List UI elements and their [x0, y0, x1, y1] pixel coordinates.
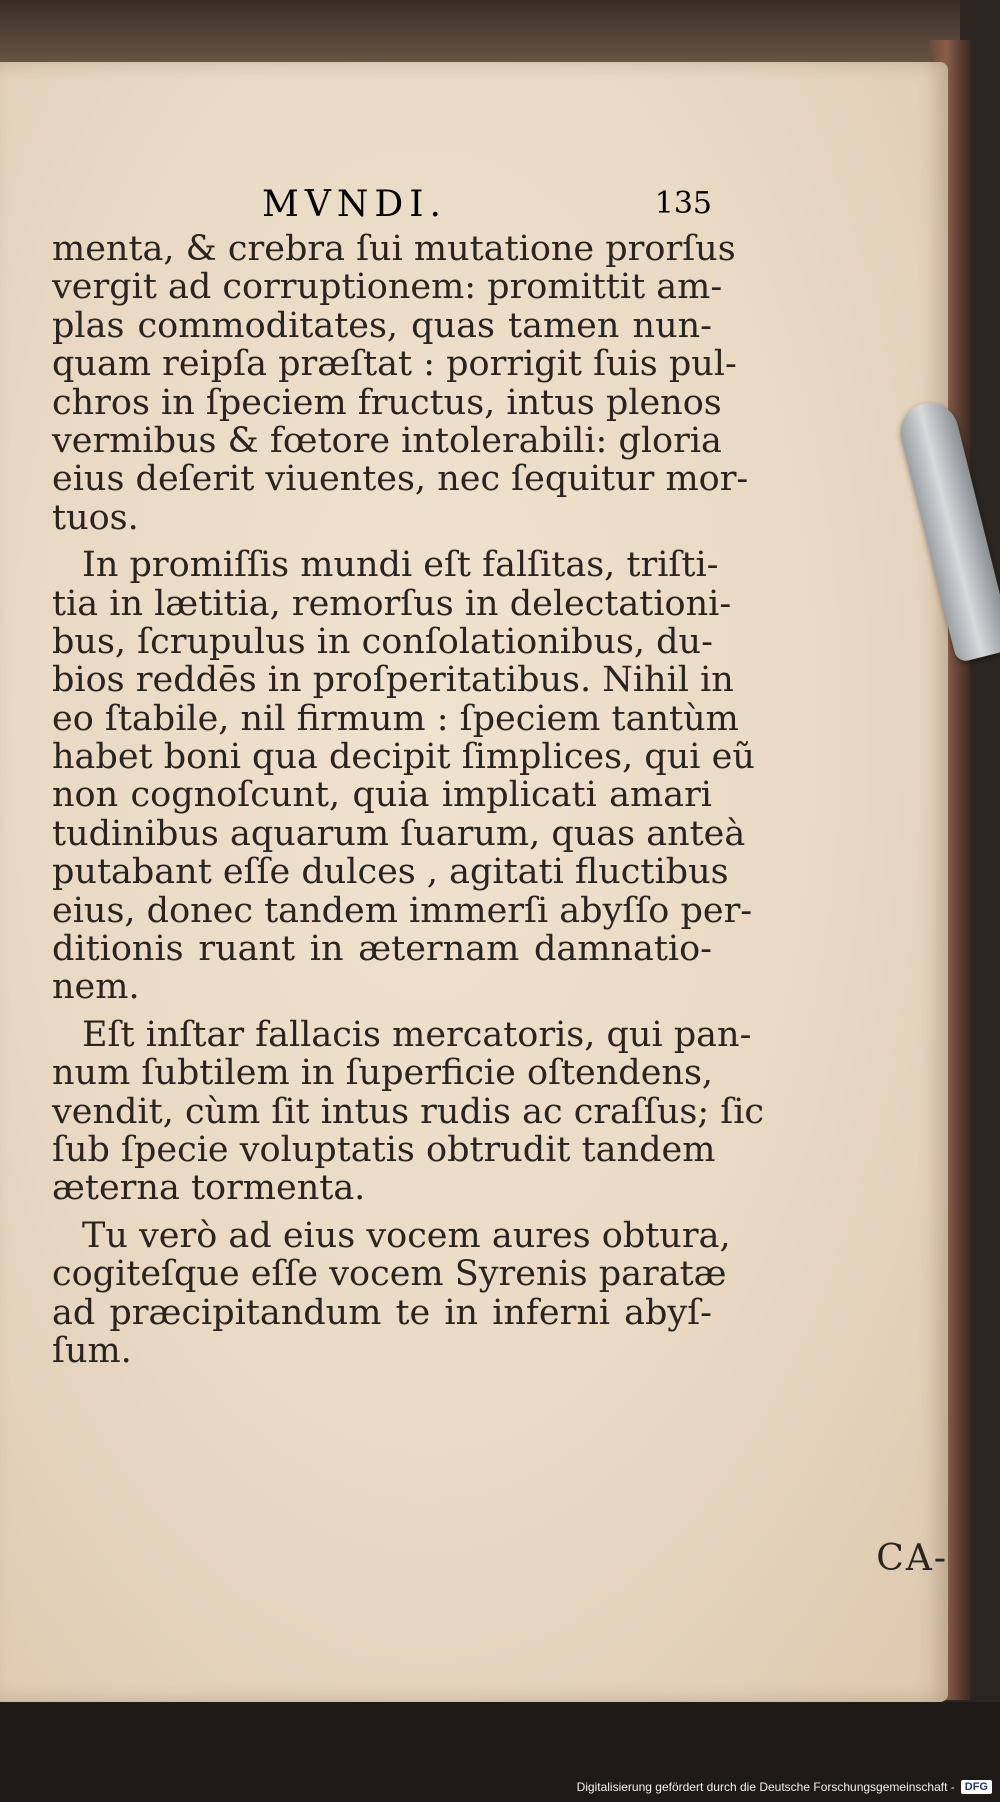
text-line: æterna tormenta.: [52, 1168, 366, 1209]
paragraph-3: [52, 1014, 764, 1209]
dfg-logo-icon: DFG: [961, 1780, 992, 1794]
text-line: ad præcipitandum te in inferni abyſ-: [52, 1292, 712, 1333]
text-line: Tu verò ad eius vocem aures obtura,: [82, 1215, 731, 1256]
text-line: habet boni qua decipit ſimplices, qui eũ: [52, 737, 755, 778]
text-line: chros in ſpeciem fructus, intus plenos: [52, 382, 722, 423]
page-header: [52, 184, 712, 228]
text-line: vendit, cùm ſit intus rudis ac craſſus; ſic: [52, 1091, 764, 1132]
text-line: plas commoditates, quas tamen nun-: [52, 305, 712, 346]
text-line: eius deſerit viuentes, nec ſequitur mor-: [52, 459, 749, 500]
text-line: num ſubtilem in ſuperficie oſtendens,: [52, 1053, 714, 1094]
text-line: ditionis ruant in æternam damnatio-: [52, 929, 712, 970]
text-line: putabant eſſe dulces , agitati fluctibus: [52, 852, 729, 893]
paragraph-2: [52, 545, 755, 1008]
text-line: ſum.: [52, 1330, 132, 1371]
page-number: 135: [654, 186, 712, 221]
text-line: quam reipſa præſtat : porrigit ſuis pul-: [52, 344, 737, 385]
text-line: Eſt inſtar fallacis mercatoris, qui pan-: [82, 1014, 752, 1055]
text-line: tuos.: [52, 497, 139, 538]
running-head: MVNDI.: [262, 184, 447, 225]
text-line: bios reddēs in proſperitatibus. Nihil in: [52, 660, 734, 701]
text-line: In promiſſis mundi eſt falſitas, triſti-: [82, 545, 719, 586]
catchword: CA-: [876, 1538, 948, 1579]
text-line: nem.: [52, 967, 140, 1008]
paragraph-4: [52, 1215, 731, 1371]
text-line: bus, ſcrupulus in conſolationibus, du-: [52, 621, 713, 662]
paragraph-1: [52, 229, 749, 538]
footer-credit: [577, 1776, 992, 1798]
text-line: vergit ad corruptionem: promittit am-: [52, 267, 723, 308]
text-line: eo ſtabile, nil firmum : ſpeciem tantùm: [52, 698, 739, 739]
credit-text: Digitalisierung gefördert durch die Deutsche Forschungsgemeinschaft -: [576, 1780, 955, 1794]
body-text: [52, 229, 764, 1371]
text-line: eius, donec tandem immerſi abyſſo per-: [52, 890, 753, 931]
text-line: vermibus & fœtore intolerabili: gloria: [52, 420, 722, 461]
text-line: tudinibus aquarum ſuarum, quas anteà: [52, 813, 746, 854]
text-line: tia in lætitia, remorſus in delectationi-: [52, 583, 732, 624]
text-line: ſub ſpecie voluptatis obtrudit tandem: [52, 1129, 716, 1170]
text-line: non cognoſcunt, quia implicati amari: [52, 775, 712, 816]
text-line: menta, & crebra ſui mutatione prorſus: [52, 229, 736, 269]
text-line: cogiteſque eſſe vocem Syrenis paratæ: [52, 1254, 727, 1295]
